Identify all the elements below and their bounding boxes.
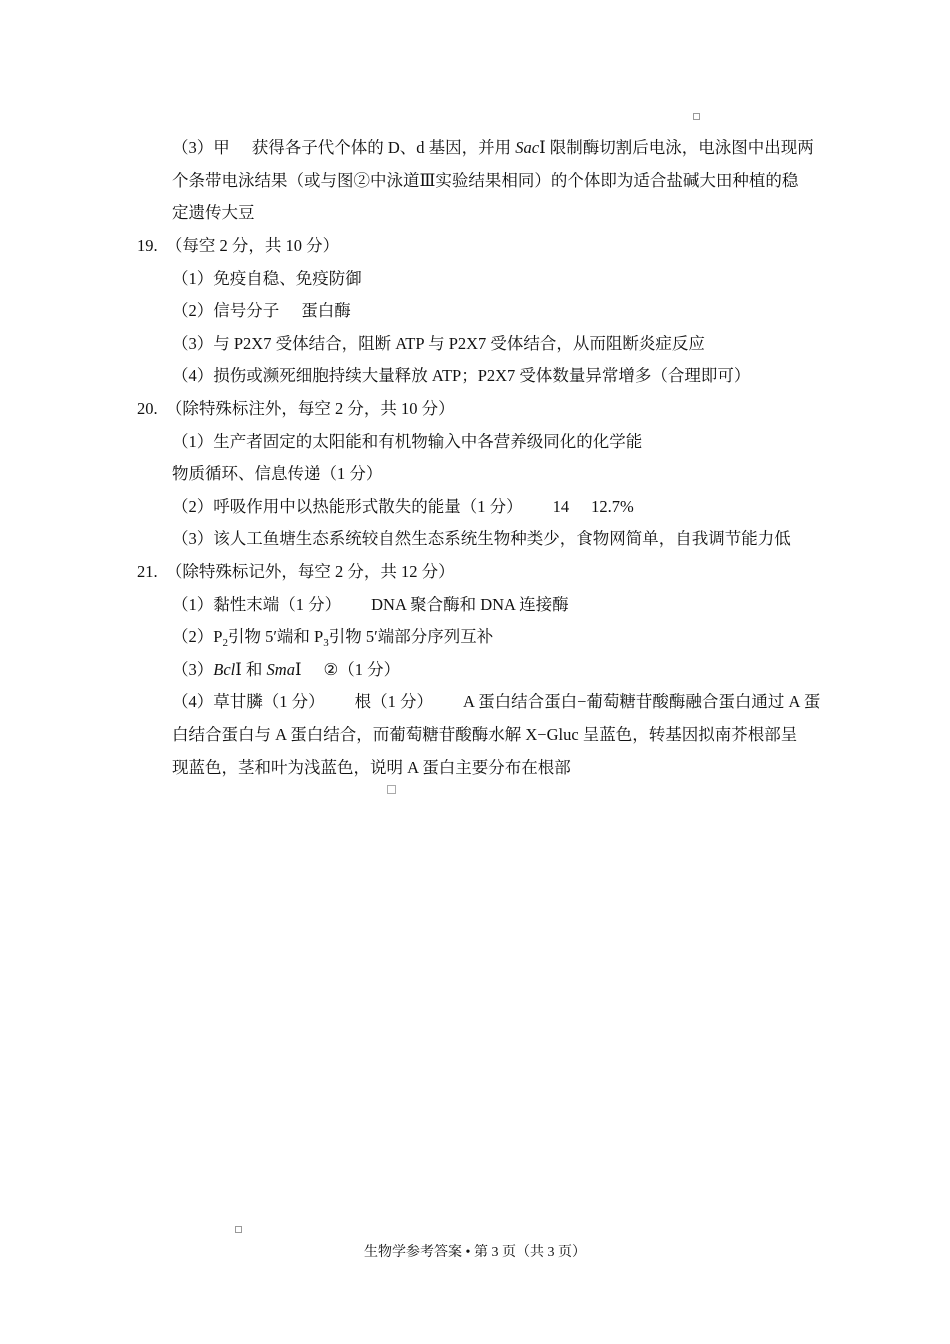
q19-answer-1: （1）免疫自稳、免疫防御 xyxy=(172,269,362,288)
q21-heading: 21. （除特殊标记外，每空 2 分，共 12 分） xyxy=(137,562,455,581)
q20-answer-2: （2）呼吸作用中以热能形式散失的能量（1 分） 14 12.7% xyxy=(172,497,634,516)
q20-answer-1-line2: 物质循环、信息传递（1 分） xyxy=(172,464,383,483)
page-corner-mark xyxy=(693,113,700,120)
q21-answer-3: （3）BclⅠ 和 SmaⅠ ②（1 分） xyxy=(172,660,401,679)
q21-answer-4-line1: （4）草甘膦（1 分） 根（1 分） A 蛋白结合蛋白−葡萄糖苷酸酶融合蛋白通过 A 蛋 xyxy=(172,692,821,711)
q20-answer-1-line1: （1）生产者固定的太阳能和有机物输入中各营养级同化的化学能 xyxy=(172,432,643,451)
q20-heading: 20. （除特殊标注外，每空 2 分，共 10 分） xyxy=(137,399,455,418)
footer-corner-mark xyxy=(235,1226,242,1233)
q19-heading: 19. （每空 2 分，共 10 分） xyxy=(137,236,340,255)
q19-answer-4: （4）损伤或濒死细胞持续大量释放 ATP；P2X7 受体数量异常增多（合理即可） xyxy=(172,366,751,385)
q21-answer-2: $(2)P_2$引物 5′端和 $P_3$引物 5′端部分序列互补 xyxy=(172,627,494,649)
q18-answer-3-line3: 定遗传大豆 xyxy=(172,203,255,222)
page-footer: 生物学参考答案 • 第 3 页（共 3 页） xyxy=(364,1245,586,1260)
q21-answer-4-line3: 现蓝色，茎和叶为浅蓝色，说明 A 蛋白主要分布在根部 xyxy=(172,758,571,777)
q18-answer-3-line1: （3）甲 获得各子代个体的 D、d 基因，并用 SacⅠ 限制酶切割后电泳，电泳图中出现两 xyxy=(172,138,814,157)
q19-answer-3: （3）与 P2X7 受体结合，阻断 ATP 与 P2X7 受体结合，从而阻断炎症反应 xyxy=(172,334,705,353)
q21-answer-4-line2: 白结合蛋白与 A 蛋白结合，而葡萄糖苷酸酶水解 X−Gluc 呈蓝色，转基因拟南芥根部呈 xyxy=(172,725,798,744)
q19-answer-2: （2）信号分子 蛋白酶 xyxy=(172,301,351,320)
q20-answer-3: （3）该人工鱼塘生态系统较自然生态系统生物种类少，食物网简单，自我调节能力低 xyxy=(172,529,791,548)
q21-answer-1: （1）黏性末端（1 分） DNA 聚合酶和 DNA 连接酶 xyxy=(172,595,569,614)
q18-answer-3-line2: 个条带电泳结果（或与图②中泳道Ⅲ实验结果相同）的个体即为适合盐碱大田种植的稳 xyxy=(172,171,799,190)
text-end-mark xyxy=(387,785,396,794)
